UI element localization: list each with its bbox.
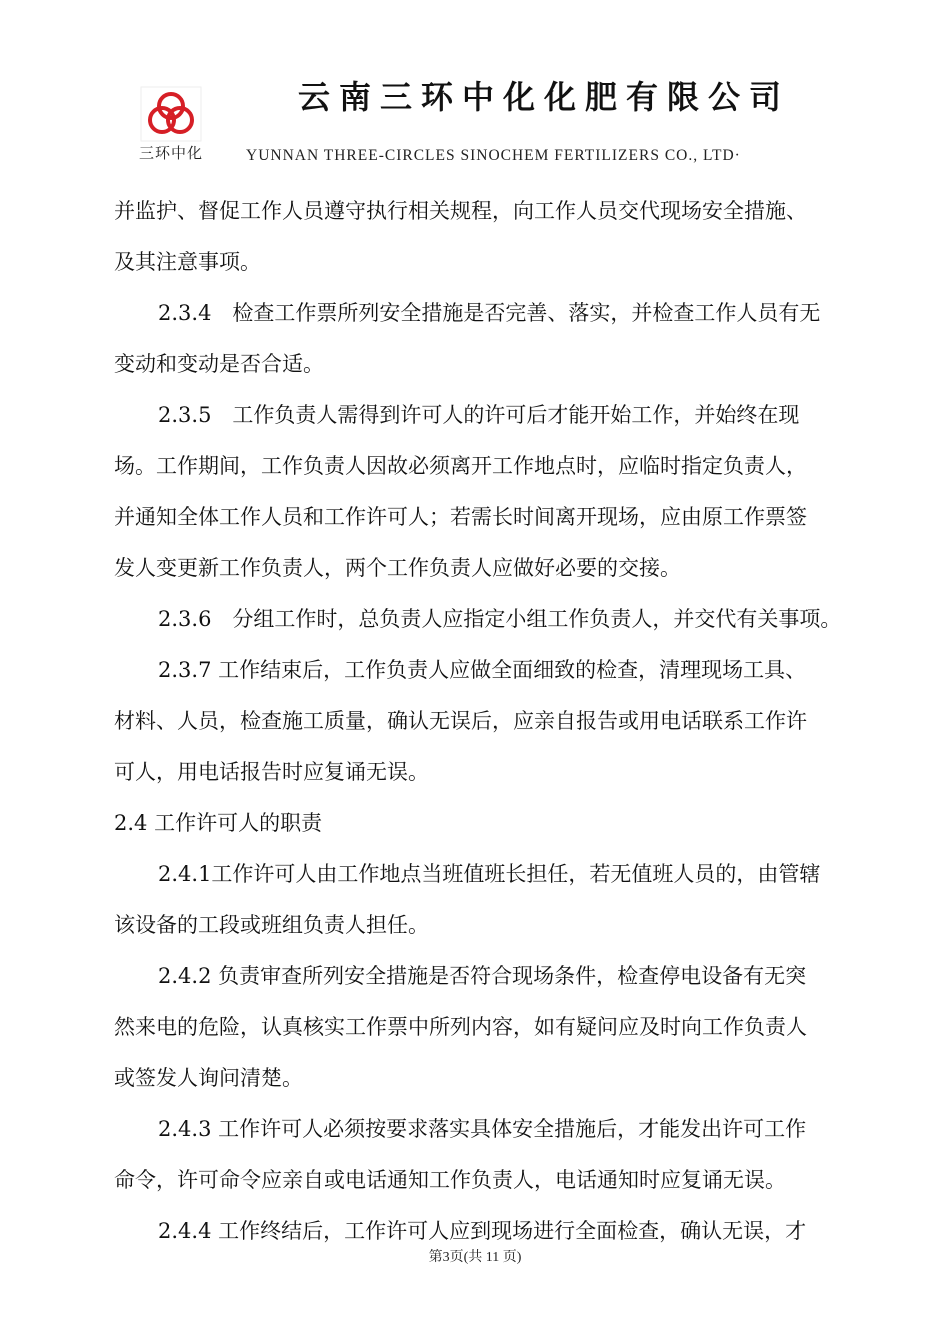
company-logo <box>132 86 210 164</box>
section-2-3-4: 2.3.4 检查工作票所列安全措施是否完善、落实，并检查工作人员有无 <box>158 301 821 325</box>
section-2-3-7: 2.3.7 工作结束后，工作负责人应做全面细致的检查，清理现场工具、 <box>158 658 807 682</box>
section-2-3-6: 2.3.6 分组工作时，总负责人应指定小组工作负责人，并交代有关事项。 <box>158 607 842 631</box>
text-line: 场。工作期间，工作负责人因故必须离开工作地点时，应临时指定负责人， <box>114 454 807 478</box>
company-name-english: YUNNAN THREE-CIRCLES SINOCHEM FERTILIZERS CO., LTD· <box>246 147 741 164</box>
section-2-4-3: 2.4.3 工作许可人必须按要求落实具体安全措施后，才能发出许可工作 <box>158 1117 807 1141</box>
text-line: 及其注意事项。 <box>114 250 261 274</box>
three-circles-logo-icon <box>140 86 202 142</box>
section-heading-2-4: 2.4 工作许可人的职责 <box>114 811 323 835</box>
logo-text: 三环中化 <box>138 144 203 162</box>
section-2-4-1: 2.4.1工作许可人由工作地点当班值班长担任，若无值班人员的，由管辖 <box>158 862 821 886</box>
section-2-4-2: 2.4.2 负责审查所列安全措施是否符合现场条件，检查停电设备有无突 <box>158 964 807 988</box>
text-line: 并监护、督促工作人员遵守执行相关规程，向工作人员交代现场安全措施、 <box>114 199 807 223</box>
text-line: 发人变更新工作负责人，两个工作负责人应做好必要的交接。 <box>114 556 681 580</box>
text-line: 命令，许可命令应亲自或电话通知工作负责人，电话通知时应复诵无误。 <box>114 1168 786 1192</box>
text-line: 变动和变动是否合适。 <box>114 352 324 376</box>
text-line: 该设备的工段或班组负责人担任。 <box>114 913 429 937</box>
text-line: 并通知全体工作人员和工作许可人；若需长时间离开现场，应由原工作票签 <box>114 505 807 529</box>
text-line: 或签发人询问清楚。 <box>114 1066 303 1090</box>
section-2-4-4: 2.4.4 工作终结后，工作许可人应到现场进行全面检查，确认无误，才 <box>158 1219 807 1243</box>
text-line: 材料、人员，检查施工质量，确认无误后，应亲自报告或用电话联系工作许 <box>114 709 807 733</box>
document-body <box>114 186 864 1257</box>
text-line: 可人，用电话报告时应复诵无误。 <box>114 760 429 784</box>
page-number: 第3页(共 11 页) <box>428 1250 522 1265</box>
section-2-3-5: 2.3.5 工作负责人需得到许可人的许可后才能开始工作，并始终在现 <box>158 403 800 427</box>
text-line: 然来电的危险，认真核实工作票中所列内容，如有疑问应及时向工作负责人 <box>114 1015 807 1039</box>
company-name-chinese: 云南三环中化化肥有限公司 <box>298 78 791 116</box>
